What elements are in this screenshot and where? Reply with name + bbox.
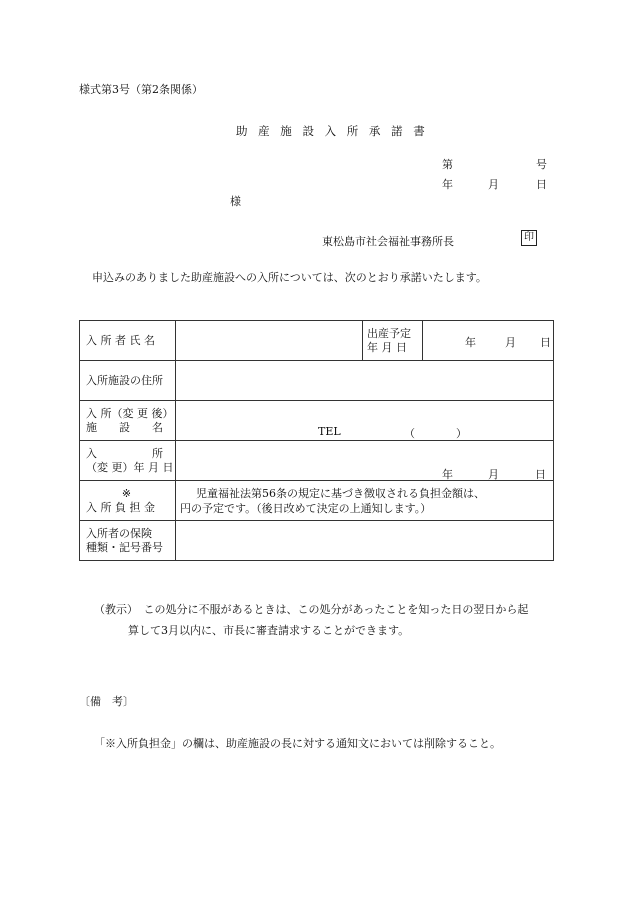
remarks-text: 「※入所負担金」の欄は、助産施設の長に対する通知文においては削除すること。 <box>94 737 501 750</box>
instruction-line-2: 算して3月以内に、市長に審査請求することができます。 <box>128 624 410 637</box>
admission-table <box>79 320 554 561</box>
insurance-label: 入所者の保険 種類・記号番号 <box>80 521 176 561</box>
facility-address-label: 入所施設の住所 <box>80 361 176 401</box>
addressee-suffix: 様 <box>230 195 241 208</box>
tel-open-paren: （ <box>404 426 415 440</box>
date-month-label: 月 <box>488 178 499 191</box>
table-row <box>80 401 554 441</box>
instruction-line-1: （教示） この処分に不服があるときは、この処分があったことを知った日の翌日から起 <box>94 603 529 616</box>
resident-name-label: 入 所 者 氏 名 <box>80 321 176 361</box>
facility-address-field[interactable] <box>176 361 554 401</box>
admission-fee-field: 児童福祉法第56条の規定に基づき徴収される負担金額は、 円の予定です。（後日改めて決定の上通知します。） <box>176 481 554 521</box>
resident-name-field[interactable] <box>176 321 363 361</box>
seal-stamp: 印 <box>521 230 537 246</box>
remarks-heading: 〔備 考〕 <box>79 695 134 708</box>
birth-due-date-label: 出産予定 年 月 日 <box>363 321 423 361</box>
tel-close-paren: ） <box>456 426 467 440</box>
table-row <box>80 321 554 361</box>
admission-date-field[interactable]: 年 月 日 <box>176 441 554 481</box>
birth-due-date-field[interactable]: 年 月 日 <box>423 321 554 361</box>
admission-date-label: 入 所 （変 更）年 月 日 <box>80 441 176 481</box>
document-title: 助 産 施 設 入 所 承 諾 書 <box>236 124 429 138</box>
form-number: 様式第3号（第2条関係） <box>79 83 203 96</box>
date-year-label: 年 <box>442 178 453 191</box>
table-row <box>80 361 554 401</box>
number-prefix-label: 第 <box>442 158 453 171</box>
table-row <box>80 441 554 481</box>
facility-name-label: 入 所（変 更 後） 施 設 名 <box>80 401 176 441</box>
issuer-name: 東松島市社会福祉事務所長 <box>322 235 454 248</box>
table-row <box>80 521 554 561</box>
number-suffix-label: 号 <box>536 158 547 171</box>
date-day-label: 日 <box>536 178 547 191</box>
insurance-field[interactable] <box>176 521 554 561</box>
tel-label: TEL <box>318 424 341 438</box>
table-row <box>80 481 554 521</box>
intro-text: 申込みのありました助産施設への入所については、次のとおり承諾いたします。 <box>92 271 487 284</box>
admission-fee-label: ※ 入 所 負 担 金 <box>80 481 176 521</box>
facility-name-field[interactable] <box>176 401 554 441</box>
